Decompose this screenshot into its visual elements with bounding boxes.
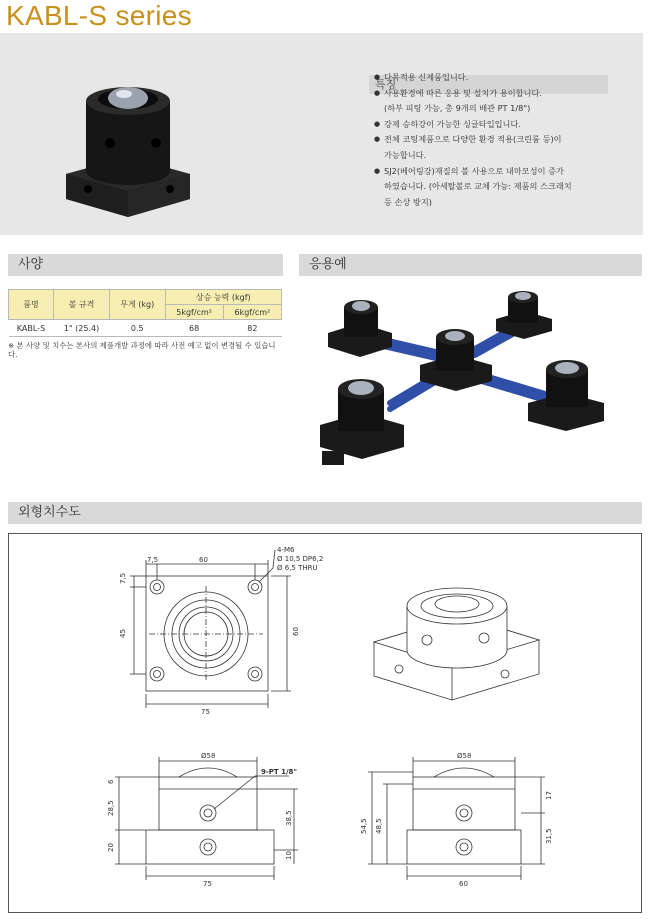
features-heading: 특징 <box>369 75 608 94</box>
spec-table <box>8 289 282 337</box>
dim-60-right: 60 <box>292 627 300 636</box>
spec-heading: 사양 <box>8 254 283 276</box>
col-name: 품명 <box>9 290 54 320</box>
spec-note: ※ 본 사양 및 치수는 본사의 제품개발 과정에 따라 사전 예고 없이 변경될 수 있습니다. <box>8 341 276 359</box>
top-view <box>130 550 291 708</box>
drawing-heading: 외형치수도 <box>8 502 642 524</box>
table-row: KABL-S 1" (25.4) 0.5 68 82 <box>9 320 282 337</box>
dim-6: 6 <box>107 779 115 784</box>
dim-75-front: 75 <box>203 880 212 888</box>
unit-center <box>420 329 492 391</box>
application-photo <box>300 285 640 485</box>
feature-item: ● SJ2(베어링강)재질의 볼 사용으로 내마모성이 증가 하였습니다. (아세탈볼로 교체 가능: 제품의 스크래치 등 손상 방지) <box>374 164 636 211</box>
feature-item: ● 전체 코팅제품으로 다양한 환경 적용(크린룸 등)이 가능합니다. <box>374 132 636 163</box>
iso-view <box>374 588 539 700</box>
hole-spec-2: Ø 10,5 DP6,2 <box>277 555 324 563</box>
dim-54-5: 54,5 <box>360 818 368 834</box>
dim-17: 17 <box>545 791 553 800</box>
side-view <box>368 757 545 880</box>
dim-28-5: 28,5 <box>107 800 115 816</box>
feature-item: ● 사용환경에 따른 응용 및 설치가 용이합니다. (하부 피팅 가능, 총 9개의 배관 PT 1/8") <box>374 86 636 117</box>
dim-10: 10 <box>285 851 293 860</box>
dimension-drawing <box>8 533 642 913</box>
dim-20: 20 <box>107 843 115 852</box>
application-heading: 응용예 <box>299 254 642 276</box>
dim-7-5-left: 7,5 <box>119 572 127 584</box>
dim-45: 45 <box>119 629 127 638</box>
product-photo <box>58 79 198 229</box>
dim-60-top: 60 <box>199 556 208 564</box>
dim-phi58-side: Ø58 <box>457 752 472 760</box>
unit-left-top <box>328 300 392 357</box>
dim-48-5: 48,5 <box>375 818 383 834</box>
port-spec: 9-PT 1/8" <box>261 768 298 776</box>
col-capacity: 상승 능력 (kgf) <box>165 290 282 305</box>
dim-phi58-front: Ø58 <box>201 752 216 760</box>
unit-left-bottom <box>320 379 404 465</box>
dim-75-top-view: 75 <box>201 708 210 716</box>
page-title: KABL-S series <box>6 0 192 31</box>
feature-item: ● 다목적용 신제품입니다. <box>374 70 636 86</box>
unit-right-top <box>496 291 552 339</box>
hole-spec-3: Ø 6,5 THRU <box>277 564 318 572</box>
drawing-svg <box>9 534 641 912</box>
dim-60-side: 60 <box>459 880 468 888</box>
col-cap5: 5kgf/cm² <box>165 305 223 320</box>
col-weight: 무게 (kg) <box>110 290 165 320</box>
dim-38-5: 38,5 <box>285 810 293 826</box>
col-ball: 볼 규격 <box>53 290 109 320</box>
hole-spec-1: 4-M6 <box>277 546 295 554</box>
dim-7-5-top: 7,5 <box>147 556 159 564</box>
col-cap6: 6kgf/cm² <box>223 305 281 320</box>
features-list <box>374 70 636 210</box>
dim-31-5: 31,5 <box>545 828 553 844</box>
feature-item: ● 강제 승하강이 가능한 싱글타입입니다. <box>374 117 636 133</box>
